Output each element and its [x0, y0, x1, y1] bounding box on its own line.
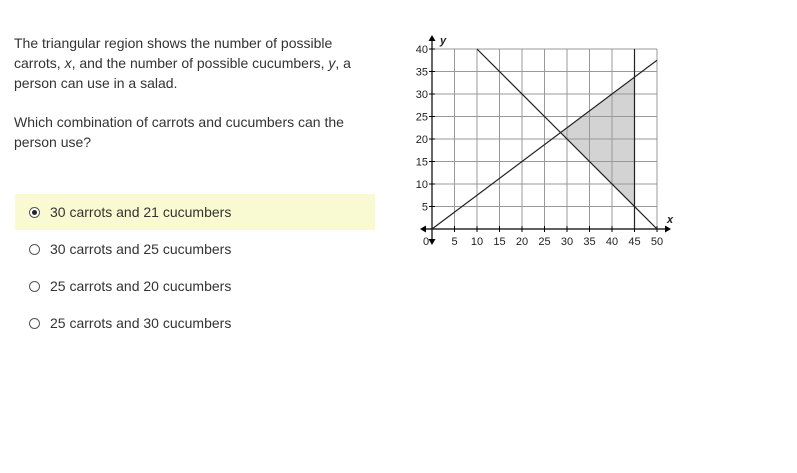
question-paragraph-2: Which combination of carrots and cucumbers can the person use?: [14, 114, 344, 150]
y-tick-label: 30: [415, 89, 428, 101]
shaded-region: [561, 77, 635, 206]
option-label: 30 carrots and 25 cucumbers: [50, 241, 232, 257]
y-tick-label: 35: [415, 66, 428, 79]
option-label: 25 carrots and 20 cucumbers: [50, 278, 232, 294]
variable-text: y: [328, 55, 336, 71]
y-tick-label: 15: [415, 156, 428, 169]
x-tick-label: 15: [493, 236, 506, 248]
y-axis-label: y: [440, 35, 447, 47]
x-tick-label: 0: [422, 236, 430, 248]
x-tick-label: 40: [605, 236, 619, 248]
y-tick-label: 25: [415, 111, 428, 124]
y-tick-label: 40: [415, 44, 428, 56]
text-segment: , and the number of possible cucumbers,: [71, 55, 329, 71]
question-paragraph-1: [14, 33, 369, 93]
x-tick-label: 45: [628, 236, 641, 248]
graph: [410, 28, 680, 258]
y-tick-label: 5: [421, 201, 428, 214]
x-tick-label: 30: [560, 236, 574, 248]
option-label: 25 carrots and 30 cucumbers: [50, 315, 232, 331]
x-tick-label: 5: [451, 236, 458, 248]
answer-options: [15, 194, 375, 342]
y-tick-label: 20: [415, 134, 428, 146]
radio-button-icon[interactable]: [29, 244, 40, 255]
radio-button-icon[interactable]: [29, 318, 40, 329]
answer-option-4[interactable]: [15, 305, 375, 341]
answer-option-1[interactable]: [15, 194, 375, 230]
x-tick-label: 50: [650, 236, 664, 248]
text-segment: , a person can use in a salad.: [14, 55, 351, 91]
x-tick-label: 35: [583, 236, 596, 248]
x-axis-label: x: [667, 214, 674, 226]
answer-option-3[interactable]: [15, 268, 375, 304]
x-axis-right-arrow-icon: [665, 226, 671, 233]
x-tick-label: 10: [470, 236, 484, 248]
radio-button-icon[interactable]: [29, 281, 40, 292]
x-axis-left-arrow-icon: [420, 226, 426, 233]
y-axis-up-arrow-icon: [429, 35, 436, 41]
x-tick-label: 20: [515, 236, 529, 248]
y-axis-down-arrow-icon: [429, 239, 436, 245]
x-tick-label: 25: [538, 236, 551, 248]
variable-text: x: [64, 55, 72, 71]
y-tick-label: 10: [415, 179, 428, 191]
option-label: 30 carrots and 21 cucumbers: [50, 204, 232, 220]
radio-button-icon[interactable]: [29, 207, 40, 218]
answer-option-2[interactable]: [15, 231, 375, 267]
text-segment: The triangular region shows the number of possible carrots,: [14, 35, 333, 71]
question-text: [14, 33, 369, 152]
